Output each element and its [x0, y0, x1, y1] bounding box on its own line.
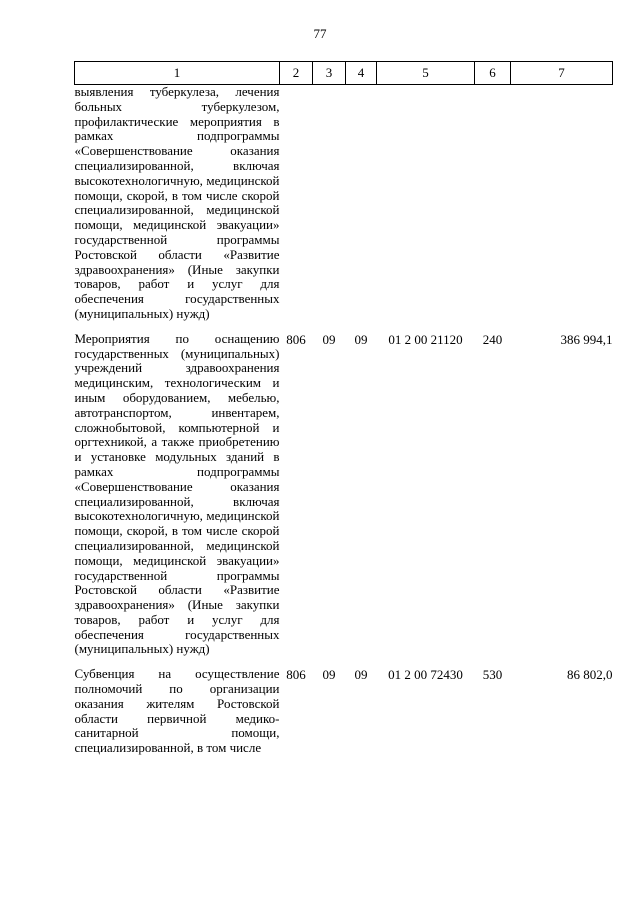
- row-type-code: [475, 85, 511, 322]
- header-col-5: 5: [377, 62, 475, 85]
- row-type-code: 240: [482, 331, 503, 347]
- row-section-code: 09: [322, 331, 336, 347]
- row-section-code: 09: [322, 667, 336, 683]
- row-amount: [511, 85, 613, 322]
- row-target-code: 01 2 00 21120: [388, 331, 463, 347]
- header-col-2: 2: [280, 62, 313, 85]
- page-number: 77: [313, 26, 327, 41]
- row-subsection-code: [346, 85, 377, 322]
- row-subsection-code: 09: [354, 667, 368, 683]
- row-type-code: 530: [482, 667, 503, 683]
- table-row: [75, 85, 613, 322]
- row-amount: 86 802,0: [567, 667, 613, 683]
- row-target-code: 01 2 00 72430: [388, 667, 463, 683]
- row-ministry-code: 806: [286, 667, 306, 683]
- table-row: [75, 667, 613, 756]
- row-description: Субвенция на осуществление полномочий по организации оказания жителям Ростовской области первичной медико-санитарной помощи, специализированной, в том числе: [74, 666, 280, 756]
- budget-table: [74, 61, 613, 756]
- row-ministry-code: 806: [286, 331, 306, 347]
- header-col-4: 4: [346, 62, 377, 85]
- row-description: Мероприятия по оснащению государственных (муниципальных) учреждений здравоохранения медицинским, технологическим и иным оборудованием, мебелью, автотранспортом, инвентарем, сложнобытовой, компьютерной и оргтехникой, а также приобретению и установке модульных зданий в рамках подпрограммы «Совершенствование оказания специализированной, включая высокотехнологичную, медицинской помощи, скорой, в том числе скорой специализированной, медицинской помощи, медицинской эвакуации» государственной программы Ростовской области «Развитие здравоохранения» (Иные закупки товаров, работ и услуг для обеспечения государственных (муниципальных) нужд): [74, 330, 280, 657]
- header-col-1: 1: [75, 62, 280, 85]
- header-col-6: 6: [475, 62, 511, 85]
- header-col-7: 7: [511, 62, 613, 85]
- row-target-code: [377, 85, 475, 322]
- row-description: выявления туберкулеза, лечения больных туберкулезом, профилактические мероприятия в рамках подпрограммы «Совершенствование оказания специализированной, включая высокотехнологичную, медицинской помощи, скорой, в том числе скорой специализированной, медицинской помощи, медицинской эвакуации» государственной программы Ростовской области «Развитие здравоохранения» (Иные закупки товаров, работ и услуг для обеспечения государственных (муниципальных) нужд): [74, 84, 280, 321]
- row-section-code: [313, 85, 346, 322]
- header-row: [75, 62, 613, 85]
- row-subsection-code: 09: [354, 331, 368, 347]
- table-row: [75, 332, 613, 658]
- row-amount: 386 994,1: [560, 331, 613, 347]
- row-ministry-code: [280, 85, 313, 322]
- header-col-3: 3: [313, 62, 346, 85]
